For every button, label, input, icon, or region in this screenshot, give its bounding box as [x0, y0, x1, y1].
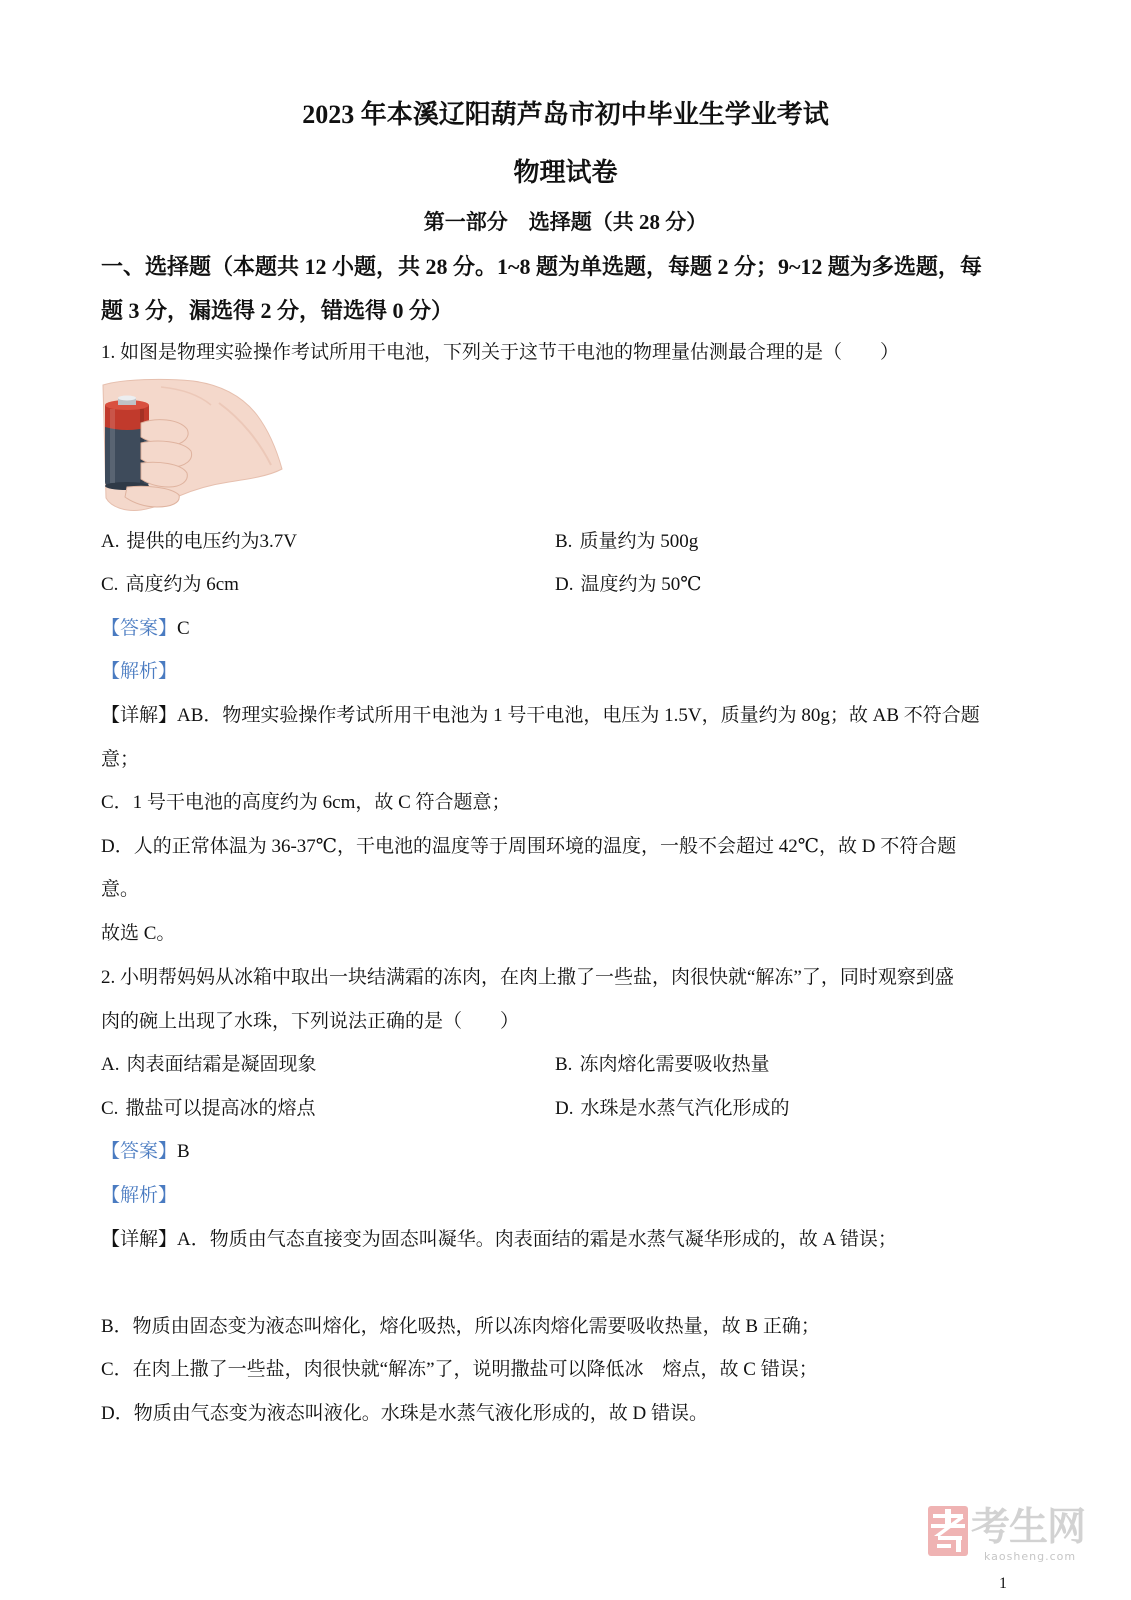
option-text: 高度约为 6cm	[125, 574, 239, 596]
part-heading: 第一部分 选择题（共 28 分）	[423, 210, 708, 234]
option-text: 提供的电压约为3.7V	[126, 530, 297, 552]
option-key: C.	[101, 1097, 119, 1119]
analysis-label: 【解析】	[101, 661, 178, 683]
answer-row	[101, 607, 1041, 651]
kaosheng-logo-icon	[928, 1506, 968, 1556]
section-heading	[101, 245, 982, 333]
option-a	[101, 520, 555, 564]
detail-text: A．物质由气态直接变为固态叫凝华。肉表面结的霜是水蒸气凝华形成的，故 A 错误；	[177, 1228, 897, 1250]
answer-label: 【答案】	[101, 617, 178, 639]
blank-line	[101, 1261, 1041, 1305]
option-key: C.	[101, 574, 119, 596]
option-key: A.	[101, 1054, 120, 1076]
option-text: 撒盐可以提高冰的熔点	[125, 1097, 316, 1119]
option-d	[555, 1087, 1041, 1131]
answer-label: 【答案】	[101, 1141, 178, 1163]
option-key: B.	[555, 530, 573, 552]
option-c	[101, 1087, 555, 1131]
option-b	[555, 520, 1041, 564]
option-key: A.	[101, 530, 120, 552]
section-heading-line: 一、选择题（本题共 12 小题，共 28 分。1~8 题为单选题，每题 2 分；9~12 题为多选题，每	[101, 254, 982, 279]
question-1	[101, 331, 1041, 956]
option-c	[101, 563, 555, 607]
section-heading-line: 题 3 分，漏选得 2 分，错选得 0 分）	[101, 298, 454, 323]
option-key: B.	[555, 1054, 573, 1076]
detail-line: C．1 号干电池的高度约为 6cm，故 C 符合题意；	[101, 792, 511, 814]
detail-line: D．物质由气态变为液态叫液化。水珠是水蒸气液化形成的，故 D 错误。	[101, 1402, 708, 1424]
question-stem: 1. 如图是物理实验操作考试所用干电池，下列关于这节干电池的物理量估测最合理的是（ ）	[101, 342, 900, 363]
detail-label: 【详解】	[101, 704, 178, 726]
exam-title: 2023 年本溪辽阳葫芦岛市初中毕业生学业考试	[302, 100, 829, 129]
detail-line	[101, 694, 1041, 738]
page-number: 1	[999, 1575, 1007, 1592]
battery-in-hand-icon	[101, 375, 283, 520]
detail-line: C．在肉上撒了一些盐，肉很快就“解冻”了，说明撒盐可以降低冰 熔点，故 C 错误；	[101, 1359, 818, 1381]
detail-label: 【详解】	[101, 1228, 178, 1250]
watermark-brand: 考生网	[971, 1505, 1086, 1550]
option-text: 冻肉熔化需要吸收热量	[579, 1054, 770, 1076]
question-figure	[101, 375, 1041, 520]
option-text: 温度约为 50℃	[580, 574, 702, 596]
detail-line: 意。	[101, 879, 140, 901]
option-key: D.	[555, 1097, 574, 1119]
analysis-label: 【解析】	[101, 1184, 178, 1206]
options-grid	[101, 1043, 1041, 1130]
option-text: 肉表面结霜是凝固现象	[126, 1054, 317, 1076]
detail-line: B．物质由固态变为液态叫熔化，熔化吸热，所以冻肉熔化需要吸收热量，故 B 正确；	[101, 1315, 820, 1337]
answer-value: B	[177, 1141, 190, 1163]
question-stem: 2. 小明帮妈妈从冰箱中取出一块结满霜的冻肉，在肉上撒了一些盐，肉很快就“解冻”了，同时观察到盛	[101, 967, 954, 988]
options-grid	[101, 520, 1041, 607]
detail-line: D．人的正常体温为 36-37℃，干电池的温度等于周围环境的温度，一般不会超过 42℃，故 D 不符合题	[101, 835, 957, 857]
option-d	[555, 563, 1041, 607]
answer-value: C	[177, 617, 190, 639]
detail-text: AB．物理实验操作考试所用干电池为 1 号干电池，电压为 1.5V，质量约为 80g；故 AB 不符合题	[177, 704, 980, 726]
option-a	[101, 1043, 555, 1087]
detail-line	[101, 1218, 1041, 1262]
option-key: D.	[555, 574, 574, 596]
option-b	[555, 1043, 1041, 1087]
option-text: 质量约为 500g	[579, 530, 699, 552]
conclusion-line: 故选 C。	[101, 922, 176, 944]
answer-row	[101, 1130, 1041, 1174]
paper-subject-title: 物理试卷	[513, 158, 618, 187]
question-2	[101, 956, 1041, 1436]
watermark-site: kaosheng.com	[984, 1550, 1077, 1563]
question-stem: 肉的碗上出现了水珠，下列说法正确的是（ ）	[101, 1010, 520, 1032]
detail-line: 意；	[101, 748, 140, 770]
option-text: 水珠是水蒸气汽化形成的	[580, 1097, 790, 1119]
